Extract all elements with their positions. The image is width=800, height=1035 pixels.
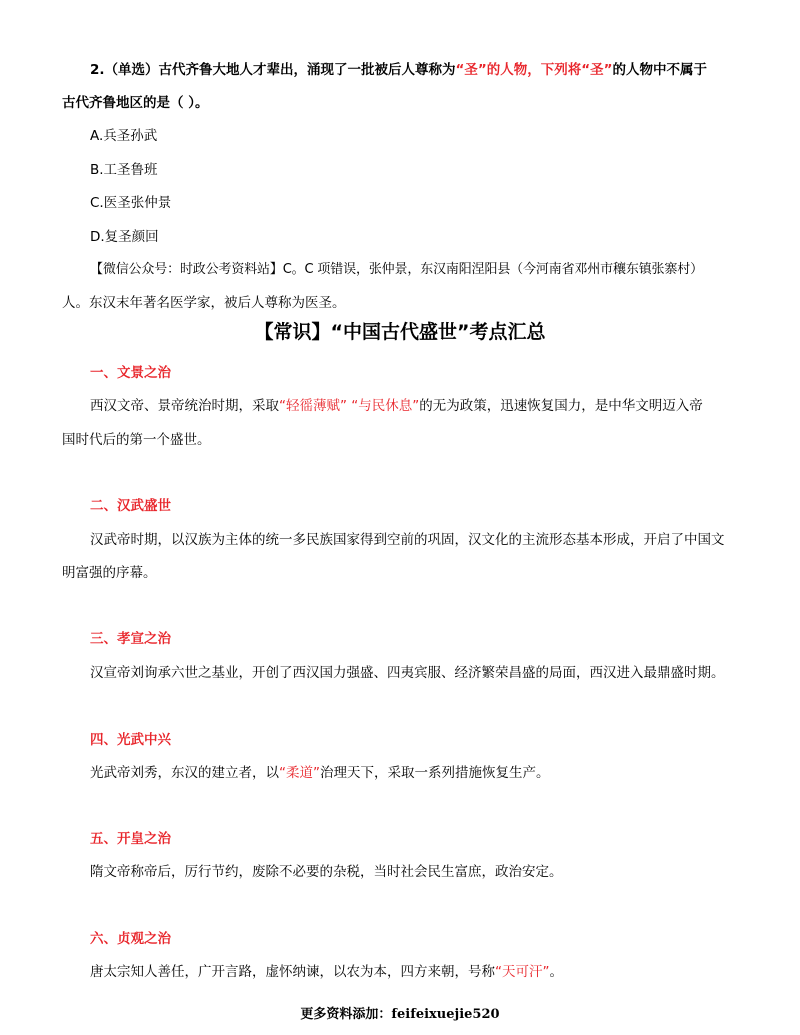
section-highlight: “轻徭薄赋” “与民休息” [279,398,420,414]
option-c: C.医圣张仲景 [90,195,172,211]
section-title-zhenguan: 六、贞观之治 [90,931,171,947]
section-text-wenjing-line2: 国时代后的第一个盛世。 [62,432,211,448]
section-text: 光武帝刘秀，东汉的建立者，以 [90,765,279,781]
question-stem-line1 [90,60,750,80]
option-a: A.兵圣孙武 [90,128,158,144]
question-stem-text: 2.（单选）古代齐鲁大地人才辈出，涌现了一批被后人尊称为 [90,62,456,78]
section-title-hanwu: 二、汉武盛世 [90,498,171,514]
section-text-end: 的无为政策，迅速恢复国力，是中华文明迈入帝 [419,398,703,414]
section-title-kaihuang: 五、开皇之治 [90,831,171,847]
section-text-hanwu-line1: 汉武帝时期，以汉族为主体的统一多民族国家得到空前的巩固，汉文化的主流形态基本形成，开启了中国文 [90,532,725,548]
footer-note: 更多资料添加：feifeixuejie520 [300,1007,500,1022]
section-title-wenjing: 一、文景之治 [90,365,171,381]
section-text-wenjing-line1 [90,396,750,416]
page-title: 【常识】“中国古代盛世”考点汇总 [254,321,546,343]
section-title-guangwu: 四、光武中兴 [90,732,171,748]
section-text: 西汉文帝、景帝统治时期，采取 [90,398,279,414]
option-b: B.工圣鲁班 [90,162,158,178]
question-stem-line2: 古代齐鲁地区的是（ ）。 [62,95,209,111]
section-text-xiaoxuan-line1: 汉宣帝刘询承六世之基业，开创了西汉国力强盛、四夷宾服、经济繁荣昌盛的局面，西汉进入最鼎盛时期。 [90,665,725,681]
section-highlight: “柔道” [279,765,320,781]
section-highlight: “天可汗” [495,964,550,980]
question-stem-highlight: “圣”的人物，下列将“圣” [455,62,613,78]
section-text-kaihuang-line1: 隋文帝称帝后，厉行节约，废除不必要的杂税，当时社会民生富庶，政治安定。 [90,864,563,880]
section-text-end: 。 [549,964,563,980]
section-text-end: 治理天下，采取一系列措施恢复生产。 [320,765,550,781]
answer-explanation-line2: 人。东汉末年著名医学家，被后人尊称为医圣。 [62,295,346,311]
section-text-hanwu-line2: 明富强的序幕。 [62,565,157,581]
section-title-xiaoxuan: 三、孝宣之治 [90,631,171,647]
section-text-guangwu-line1 [90,763,750,783]
question-stem-text-end: 的人物中不属于 [612,62,708,78]
answer-explanation-line1: 【微信公众号：时政公考资料站】C。C 项错误，张仲景，东汉南阳涅阳县（今河南省邓州市穰东镇张寨村） [90,262,703,277]
option-d: D.复圣颜回 [90,229,159,245]
section-text: 唐太宗知人善任，广开言路，虚怀纳谏，以农为本，四方来朝，号称 [90,964,495,980]
section-text-zhenguan-line1 [90,962,750,982]
